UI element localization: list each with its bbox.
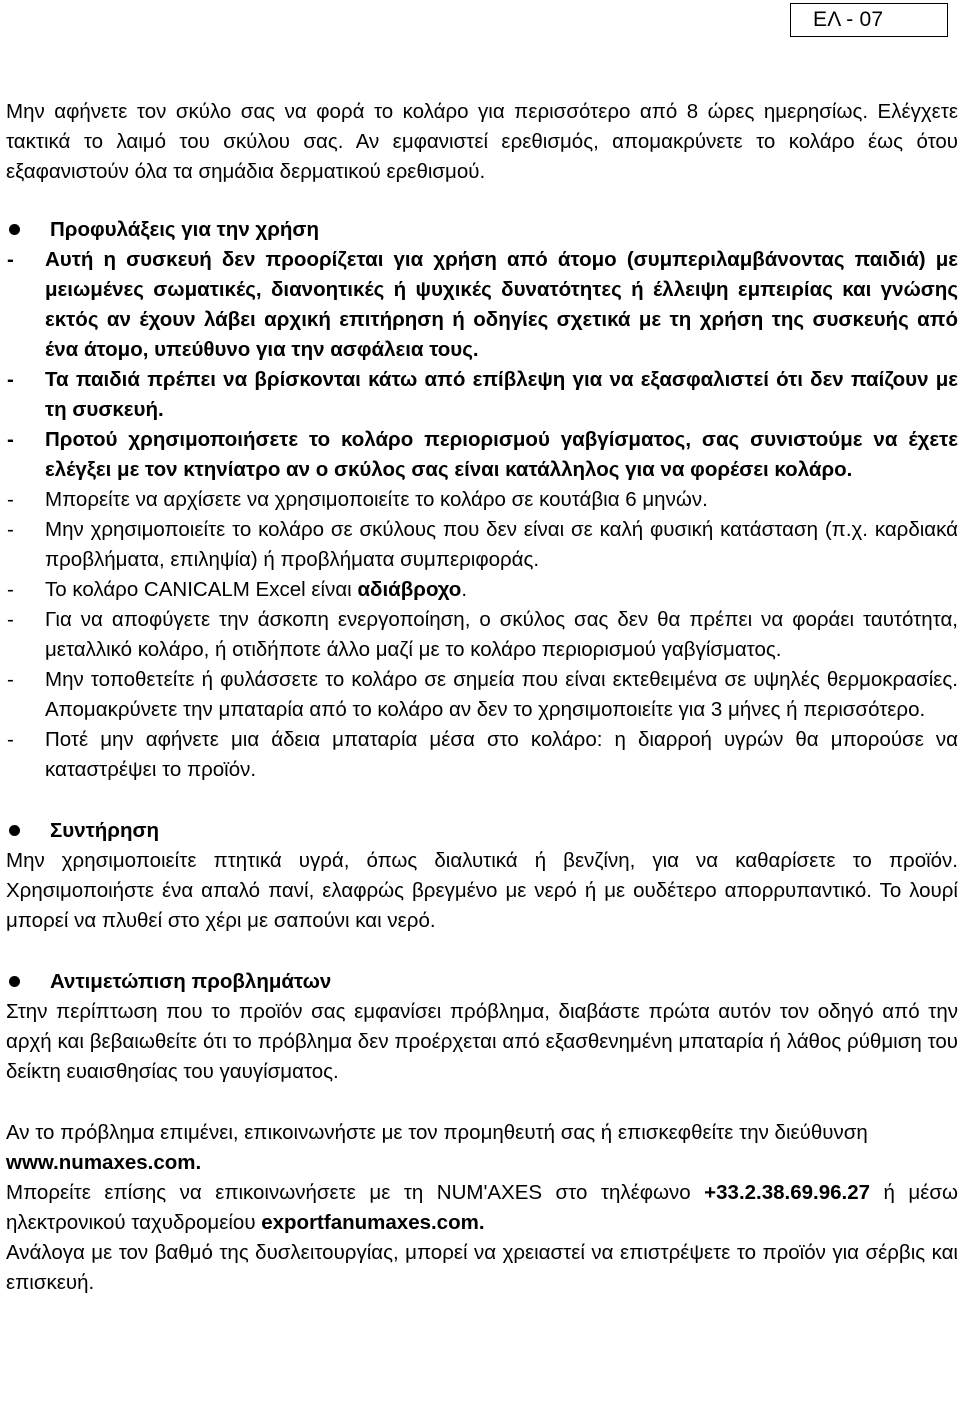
precaution-item: - Προτού χρησιμοποιήσετε το κολάρο περιορισμού γαβγίσματος, σας συνιστούμε να έχετε ελέγξει με τον κτηνίατρο αν ο σκύλος σας είναι κατάλληλος για να φορέσει κολάρο. <box>7 428 958 481</box>
contact-paragraph: Αν το πρόβλημα επιμένει, επικοινωνήστε με τον προμηθευτή σας ή επισκεφθείτε την διεύθυνση www.numaxes.com. <box>6 1121 868 1174</box>
closing-paragraph: Ανάλογα με τον βαθμό της δυσλειτουργίας, μπορεί να χρειαστεί να επιστρέψετε το προϊόν για σέρβις και επισκευή. <box>6 1241 958 1294</box>
document-body <box>6 97 958 1298</box>
maintenance-paragraph: Μην χρησιμοποιείτε πτητικά υγρά, όπως διαλυτικά ή βενζίνη, για να καθαρίσετε το προϊόν. Χρησιμοποιήστε ένα απαλό πανί, ελαφρώς βρεγμένο με νερό ή με ουδέτερο απορρυπαντικό. Το λουρί μπορεί να πλυθεί στο χέρι με σαπούνι και νερό. <box>6 849 958 932</box>
email-address[interactable]: exportfanumaxes.com. <box>261 1211 485 1234</box>
precaution-item: - Το κολάρο CANICALM Excel είναι αδιάβροχο. <box>7 578 468 601</box>
page-number-box: ΕΛ - 07 <box>790 3 948 37</box>
precaution-item: - Μην τοποθετείτε ή φυλάσσετε το κολάρο σε σημεία που είναι εκτεθειμένα σε υψηλές θερμοκρασίες. Απομακρύνετε την μπαταρία από το κολάρο αν δεν το χρησιμοποιείτε για 3 μήνες ή περισσότερο. <box>7 668 958 721</box>
bullet-icon <box>9 224 20 235</box>
intro-paragraph: Μην αφήνετε τον σκύλο σας να φορά το κολάρο για περισσότερο από 8 ώρες ημερησίως. Ελέγχετε τακτικά το λαιμό του σκύλου σας. Αν εμφανιστεί ερεθισμός, απομακρύνετε το κολάρο έως ότου εξαφανιστούν όλα τα σημάδια δερματικού ερεθισμού. <box>6 100 958 183</box>
precaution-item: - Τα παιδιά πρέπει να βρίσκονται κάτω από επίβλεψη για να εξασφαλιστεί ότι δεν παίζουν με τη συσκευή. <box>7 368 958 421</box>
precaution-item: - Μπορείτε να αρχίσετε να χρησιμοποιείτε το κολάρο σε κουτάβια 6 μηνών. <box>7 488 708 511</box>
maintenance-heading <box>6 816 958 846</box>
contact-phone-paragraph: Μπορείτε επίσης να επικοινωνήσετε με τη NUM'AXES στο τηλέφωνο +33.2.38.69.96.27 ή μέσω ηλεκτρονικού ταχυδρομείου exportfanumaxes.com. <box>6 1181 958 1234</box>
troubleshooting-title: Αντιμετώπιση προβλημάτων <box>50 970 332 993</box>
precautions-heading <box>6 215 958 245</box>
troubleshooting-paragraph: Στην περίπτωση που το προϊόν σας εμφανίσει πρόβλημα, διαβάστε πρώτα αυτόν τον οδηγό από την αρχή και βεβαιωθείτε ότι το πρόβλημα δεν προέρχεται από εξασθενημένη μπαταρία ή λάθος ρύθμιση του δείκτη ευαισθησίας του γαυγίσματος. <box>6 1000 958 1083</box>
bullet-icon <box>9 825 20 836</box>
waterproof-emphasis: αδιάβροχο <box>357 578 462 601</box>
maintenance-title: Συντήρηση <box>50 819 160 842</box>
precaution-item: - Για να αποφύγετε την άσκοπη ενεργοποίηση, ο σκύλος σας δεν θα πρέπει να φοράει ταυτότητα, μεταλλικό κολάρο, ή οτιδήποτε άλλο μαζί με το κολάρο περιορισμού γαβγίσματος. <box>7 608 958 661</box>
precautions-title: Προφυλάξεις για την χρήση <box>50 218 319 241</box>
phone-number: +33.2.38.69.96.27 <box>704 1181 871 1204</box>
bullet-icon <box>9 976 20 987</box>
troubleshooting-heading <box>6 967 958 997</box>
precaution-item: - Μην χρησιμοποιείτε το κολάρο σε σκύλους που δεν είναι σε καλή φυσική κατάσταση (π.χ. καρδιακά προβλήματα, επιληψία) ή προβλήματα συμπεριφοράς. <box>7 518 958 571</box>
precaution-item: - Αυτή η συσκευή δεν προορίζεται για χρήση από άτομο (συμπεριλαμβάνοντας παιδιά) με μειωμένες σωματικές, διανοητικές ή ψυχικές δυνατότητες ή έλλειψη εμπειρίας και γνώσης εκτός αν έχουν λάβει αρχική επιτήρηση ή οδηγίες σχετικά με τη χρήση της συσκευής από ένα άτομο, υπεύθυνο για την ασφάλεια τους. <box>7 248 958 361</box>
website-link[interactable]: www.numaxes.com. <box>6 1151 202 1174</box>
precaution-item: - Ποτέ μην αφήνετε μια άδεια μπαταρία μέσα στο κολάρο: η διαρροή υγρών θα μπορούσε να καταστρέψει το προϊόν. <box>7 728 958 781</box>
